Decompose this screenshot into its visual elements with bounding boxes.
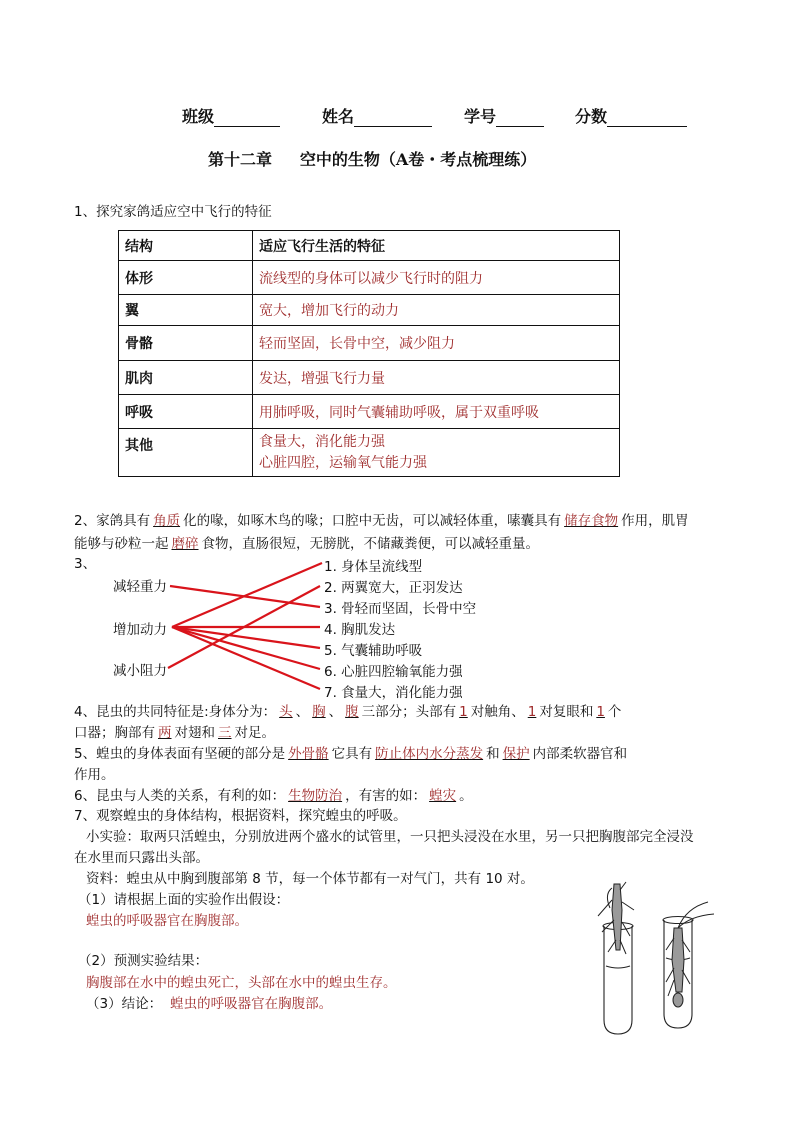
q4-text: 口器；胸部有 bbox=[74, 725, 155, 741]
q7-sub-2: （2）预测实验结果： bbox=[78, 953, 209, 969]
q6-answer-beneficial: 生物防治 bbox=[288, 788, 343, 804]
q7-material: 资料：蝗虫从中胸到腹部第 8 节，每一个体节都有一对气门，共有 10 对。 bbox=[86, 871, 534, 887]
q7-prompt: 7、观察蝗虫的身体结构，根据资料，探究蝗虫的呼吸。 bbox=[74, 808, 407, 824]
q7-text: （3）结论： bbox=[86, 996, 163, 1012]
q4-text: 、 bbox=[328, 704, 343, 720]
q2-text: 能够与砂粒一起 bbox=[74, 536, 169, 552]
name-label: 姓名 bbox=[322, 107, 355, 126]
q7-answer-conclusion: 蝗虫的呼吸器官在胸腹部。 bbox=[170, 996, 333, 1012]
q2-text: 作用，肌胃 bbox=[621, 513, 689, 529]
q4-answer-wings: 两 bbox=[158, 725, 172, 741]
match-line-group bbox=[168, 563, 322, 689]
left-term-increase-power: 增加动力 bbox=[113, 622, 167, 638]
q7-experiment-cont: 在水里而只露出头部。 bbox=[74, 850, 209, 866]
q4-answer-legs: 三 bbox=[218, 725, 232, 741]
q4-answer-eyes: 1 bbox=[527, 704, 537, 720]
table-header-structure: 结构 bbox=[119, 231, 253, 261]
score-label: 分数 bbox=[575, 107, 608, 126]
q4-answer-antennae: 1 bbox=[459, 704, 468, 720]
student-id-label: 学号 bbox=[464, 107, 497, 126]
q5-answer-3: 保护 bbox=[502, 746, 530, 762]
match-line bbox=[172, 563, 322, 627]
q2-answer-1: 角质 bbox=[153, 513, 181, 529]
q4-text: 对翅和 bbox=[174, 725, 215, 741]
q2-answer-2: 储存食物 bbox=[564, 513, 619, 529]
q7-sub-3 bbox=[86, 993, 332, 1015]
row-value: 流线型的身体可以减少飞行时的阻力 bbox=[253, 261, 620, 295]
row-value: 宽大，增加飞行的动力 bbox=[253, 295, 620, 326]
q5-text: 和 bbox=[486, 746, 500, 762]
q4-answer-abdomen: 腹 bbox=[345, 704, 359, 720]
row-key: 肌肉 bbox=[119, 361, 253, 395]
q4-text: 三部分；头部有 bbox=[361, 704, 457, 720]
q6-text: ，有害的如： bbox=[345, 788, 427, 804]
q5-line-2: 作用。 bbox=[74, 767, 115, 783]
page-title: 第十二章 空中的生物（A卷・考点梳理练） bbox=[208, 150, 537, 169]
left-term-reduce-drag: 减小阻力 bbox=[113, 663, 167, 679]
row-value: 用肺呼吸，同时气囊辅助呼吸，属于双重呼吸 bbox=[253, 395, 620, 429]
q4-text: 4、昆虫的共同特征是:身体分为： bbox=[74, 704, 277, 720]
q5-answer-1: 外骨骼 bbox=[288, 746, 329, 762]
row-key: 呼吸 bbox=[119, 395, 253, 429]
q5-text: 内部柔软器官和 bbox=[532, 746, 628, 762]
table-header-feature: 适应飞行生活的特征 bbox=[253, 231, 620, 261]
q4-text: 对复眼和 bbox=[539, 704, 594, 720]
row-key: 骨骼 bbox=[119, 326, 253, 361]
right-option-6: 6. 心脏四腔输氧能力强 bbox=[324, 664, 463, 680]
q3-number: 3、 bbox=[74, 556, 97, 572]
q6-text: 。 bbox=[459, 788, 473, 804]
row-value: 轻而坚固，长骨中空，减少阻力 bbox=[253, 326, 620, 361]
q2-text: 2、家鸽具有 bbox=[74, 513, 151, 529]
right-option-7: 7. 食量大，消化能力强 bbox=[324, 685, 463, 701]
q2-text: 化的喙，如啄木鸟的喙；口腔中无齿，可以减轻体重，嗉囊具有 bbox=[183, 513, 562, 529]
left-term-reduce-weight: 减轻重力 bbox=[113, 579, 167, 595]
q4-line-1 bbox=[74, 701, 621, 723]
q2-answer-3: 磨碎 bbox=[171, 536, 199, 552]
q4-line-2 bbox=[74, 722, 275, 744]
water-line-left bbox=[606, 966, 630, 968]
right-option-4: 4. 胸肌发达 bbox=[324, 622, 396, 638]
q5-answer-2: 防止体内水分蒸发 bbox=[375, 746, 484, 762]
q5-text: 它具有 bbox=[331, 746, 373, 762]
row-value-line: 食量大，消化能力强 bbox=[259, 433, 385, 450]
q5-text: 5、蝗虫的身体表面有坚硬的部分是 bbox=[74, 746, 286, 762]
right-option-3: 3. 骨轻而坚固，长骨中空 bbox=[324, 601, 477, 617]
right-option-1: 1. 身体呈流线型 bbox=[324, 559, 423, 575]
q4-answer-mouth: 1 bbox=[596, 704, 605, 720]
q4-answer-thorax: 胸 bbox=[312, 704, 326, 720]
row-key: 体形 bbox=[119, 261, 253, 295]
q7-answer-prediction: 胸腹部在水中的蝗虫死亡，头部在水中的蝗虫生存。 bbox=[86, 975, 397, 991]
class-label: 班级 bbox=[182, 107, 215, 126]
row-key: 其他 bbox=[119, 429, 253, 477]
right-option-2: 2. 两翼宽大，正羽发达 bbox=[324, 580, 463, 596]
q6-text: 6、昆虫与人类的关系，有利的如： bbox=[74, 788, 286, 804]
q7-sub-1: （1）请根据上面的实验作出假设： bbox=[78, 892, 290, 908]
q4-text: 个 bbox=[607, 704, 622, 720]
q1-prompt: 1、探究家鸽适应空中飞行的特征 bbox=[74, 204, 272, 220]
row-key: 翼 bbox=[119, 295, 253, 326]
q4-answer-head: 头 bbox=[279, 704, 293, 720]
q4-text: 对触角、 bbox=[470, 704, 525, 720]
right-option-5: 5. 气囊辅助呼吸 bbox=[324, 643, 423, 659]
locust-left bbox=[598, 882, 634, 954]
row-value: 发达，增强飞行力量 bbox=[253, 361, 620, 395]
q5-line-1 bbox=[74, 743, 627, 765]
q2-text: 食物，直肠很短，无膀胱，不储藏粪便，可以减轻重量。 bbox=[201, 536, 539, 552]
q4-text: 对足。 bbox=[234, 725, 275, 741]
locust-test-tube-illustration bbox=[590, 880, 730, 1040]
q4-text: 、 bbox=[295, 704, 310, 720]
q7-experiment: 小实验：取两只活蝗虫，分别放进两个盛水的试管里，一只把头浸没在水里，另一只把胸腹部完全浸没 bbox=[86, 829, 694, 845]
q6-line bbox=[74, 785, 473, 807]
match-line bbox=[172, 627, 320, 648]
row-value-line: 心脏四腔，运输氧气能力强 bbox=[259, 454, 427, 471]
match-line bbox=[172, 627, 320, 689]
q7-answer-hypothesis: 蝗虫的呼吸器官在胸腹部。 bbox=[86, 913, 248, 929]
q6-answer-harmful: 蝗灾 bbox=[429, 788, 457, 804]
match-line bbox=[172, 627, 320, 669]
